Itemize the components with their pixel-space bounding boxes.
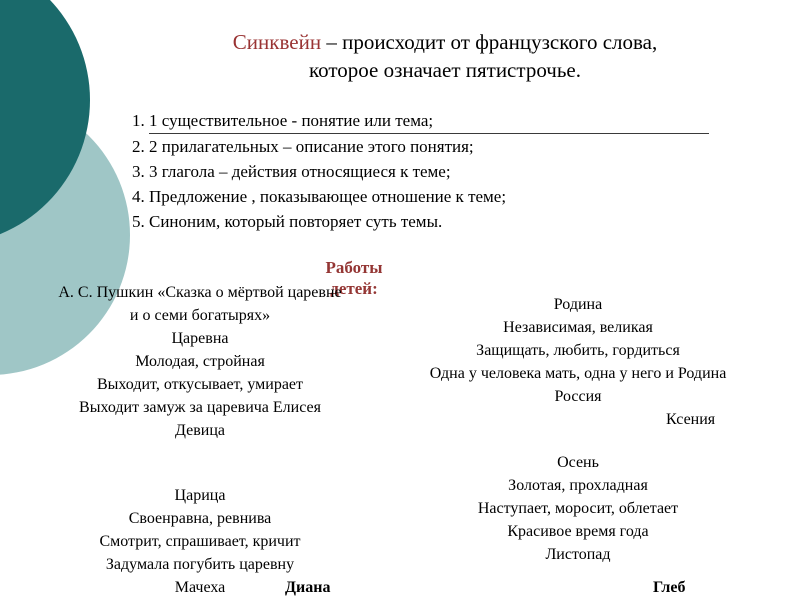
poem-line: Царевна [171,330,229,347]
rule-item-2: 2. 2 прилагательных – описание этого понятия; [149,134,709,159]
works-heading: Работы детей: [325,258,383,298]
poem-line: Задумала погубить царевну [105,556,295,573]
left-column-pushkin [5,281,395,599]
spacer [5,442,395,484]
poem-line: Выходит, откусывает, умирает [96,376,304,393]
title-line1 [140,28,750,56]
author-name-diana: Диана [285,579,331,596]
poem-line: Родина [553,296,603,313]
poem-line: Защищать, любить, гордиться [476,342,680,359]
poem-line: Одна у человека мать, одна у него и Родина [429,365,727,382]
rule-item-3: 3. 3 глагола – действия относящиеся к теме; [149,159,709,184]
poem-line: Осень [557,454,599,471]
rule-item-1: 1. 1 существительное - понятие или тема; [149,108,709,134]
poem-line: Независимая, великая [503,319,653,336]
poem-line: Смотрит, спрашивает, кричит [99,533,301,550]
poem-line: Красивое время года [507,523,649,540]
poem-line: Царица [174,487,226,504]
poem-line: Молодая, стройная [135,353,265,370]
poem-line: Золотая, прохладная [508,477,648,494]
poem-line: Листопад [545,546,611,563]
source-title-line1: А. С. Пушкин «Сказка о мёртвой царевне [58,284,342,301]
title-line2: которое означает пятистрочье. [309,58,581,82]
rule-item-5: 5. Синоним, который повторяет суть темы. [149,209,709,234]
poem-line: Своенравна, ревнива [128,510,272,527]
author-name-gleb: Глеб [653,579,686,596]
author-name-ksenia: Ксения [666,411,716,428]
poem-line: Девица [175,422,225,439]
poem-last-line [5,576,395,599]
poem-line: Мачеха [174,579,226,596]
right-column-works [388,293,768,599]
cinquain-rules-list [125,108,709,234]
slide-title [140,28,750,84]
title-accent-word: Синквейн [232,30,322,54]
spacer [388,431,768,451]
poem-line: Россия [554,388,602,405]
title-rest: – происходит от французского слова, [321,30,658,54]
rule-item-4: 4. Предложение , показывающее отношение к теме; [149,184,709,209]
poem-line: Выходит замуж за царевича Елисея [79,399,321,416]
poem-line: Наступает, моросит, облетает [477,500,679,517]
source-title-line2: и о семи богатырях» [129,307,271,324]
